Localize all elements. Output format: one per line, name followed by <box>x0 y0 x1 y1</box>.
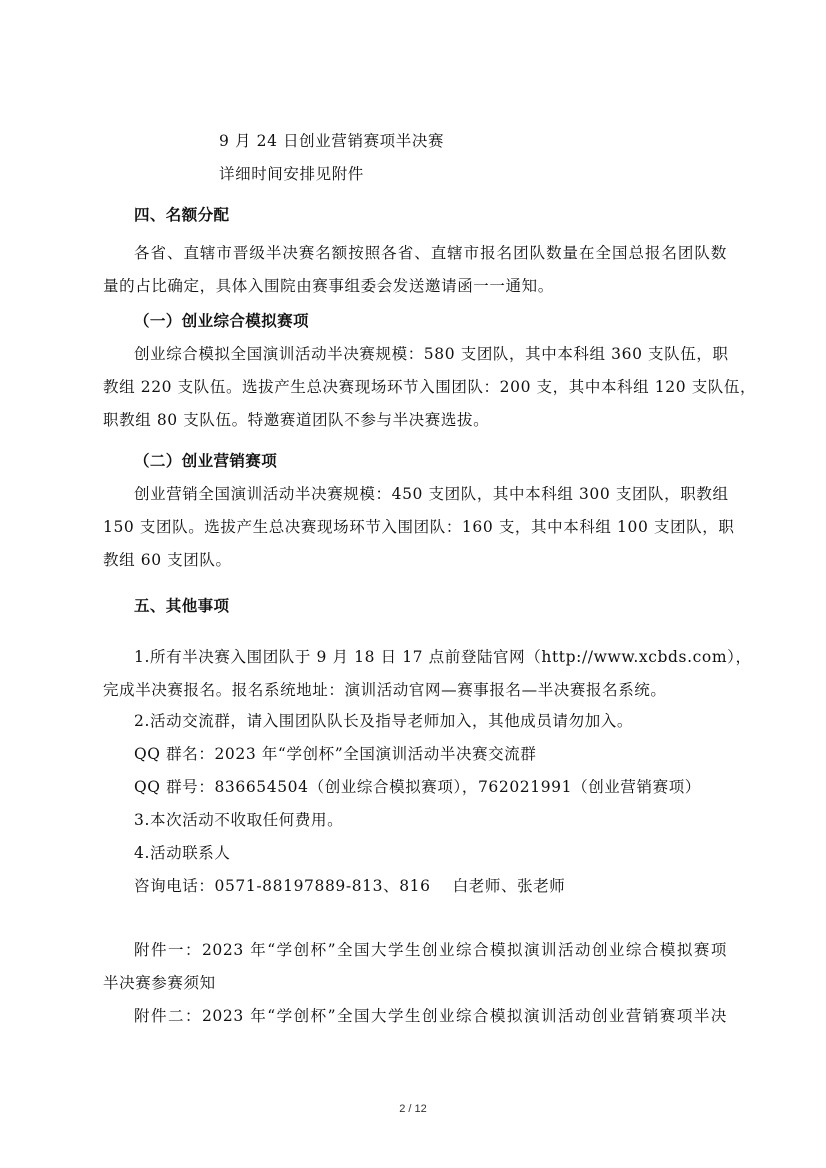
contact-phone: 咨询电话：0571-88197889-813、816 白老师、张老师 <box>134 877 566 895</box>
sub-1-heading: （一）创业综合模拟赛项 <box>134 312 309 330</box>
schedule-line-1: 9 月 24 日创业营销赛项半决赛 <box>219 132 445 150</box>
sub-1-line-3: 职教组 80 支队伍。特邀赛道团队不参与半决赛选拔。 <box>103 411 490 429</box>
qq-group-number: QQ 群号：836654504（创业综合模拟赛项），762021991（创业营销赛项） <box>134 778 701 796</box>
section-4-intro-line-2: 量的占比确定，具体入围院由赛事组委会发送邀请函一一通知。 <box>103 277 554 295</box>
attachment-1-line-1: 附件一：2023 年“学创杯”全国大学生创业综合模拟演训活动创业综合模拟赛项 <box>134 941 727 959</box>
sub-2-heading: （二）创业营销赛项 <box>134 452 278 470</box>
sub-1-line-2: 教组 220 支队伍。选拔产生总决赛现场环节入围团队：200 支，其中本科组 120 支队伍， <box>103 378 757 396</box>
section-4-intro-line-1: 各省、直辖市晋级半决赛名额按照各省、直辖市报名团队数量在全国总报名团队数 <box>134 244 727 262</box>
section-5-heading: 五、其他事项 <box>134 597 230 615</box>
section-4-heading: 四、名额分配 <box>134 206 230 224</box>
item-4: 4.活动联系人 <box>134 844 231 862</box>
item-1-line-2: 完成半决赛报名。报名系统地址：演训活动官网—赛事报名—半决赛报名系统。 <box>103 681 667 699</box>
sub-1-line-1: 创业综合模拟全国演训活动半决赛规模：580 支团队，其中本科组 360 支队伍，职 <box>134 345 729 363</box>
schedule-line-2: 详细时间安排见附件 <box>219 165 364 183</box>
sub-2-line-2: 150 支团队。选拔产生总决赛现场环节入围团队：160 支，其中本科组 100 支团队，职 <box>103 518 735 536</box>
qq-group-name: QQ 群名：2023 年“学创杯”全国演训活动半决赛交流群 <box>134 745 537 763</box>
page-number: 2 / 12 <box>399 1103 427 1115</box>
sub-2-line-1: 创业营销全国演训活动半决赛规模：450 支团队，其中本科组 300 支团队，职教组 <box>134 485 729 503</box>
item-2: 2.活动交流群，请入围团队队长及指导老师加入，其他成员请勿加入。 <box>134 712 633 730</box>
attachment-2-line-1: 附件二：2023 年“学创杯”全国大学生创业综合模拟演训活动创业营销赛项半决 <box>134 1007 727 1025</box>
item-3: 3.本次活动不收取任何费用。 <box>134 811 344 829</box>
item-1-line-1: 1.所有半决赛入围团队于 9 月 18 日 17 点前登陆官网（http://www.xcbds.com）， <box>134 648 752 666</box>
attachment-1-line-2: 半决赛参赛须知 <box>103 974 216 992</box>
sub-2-line-3: 教组 60 支团队。 <box>103 551 232 569</box>
